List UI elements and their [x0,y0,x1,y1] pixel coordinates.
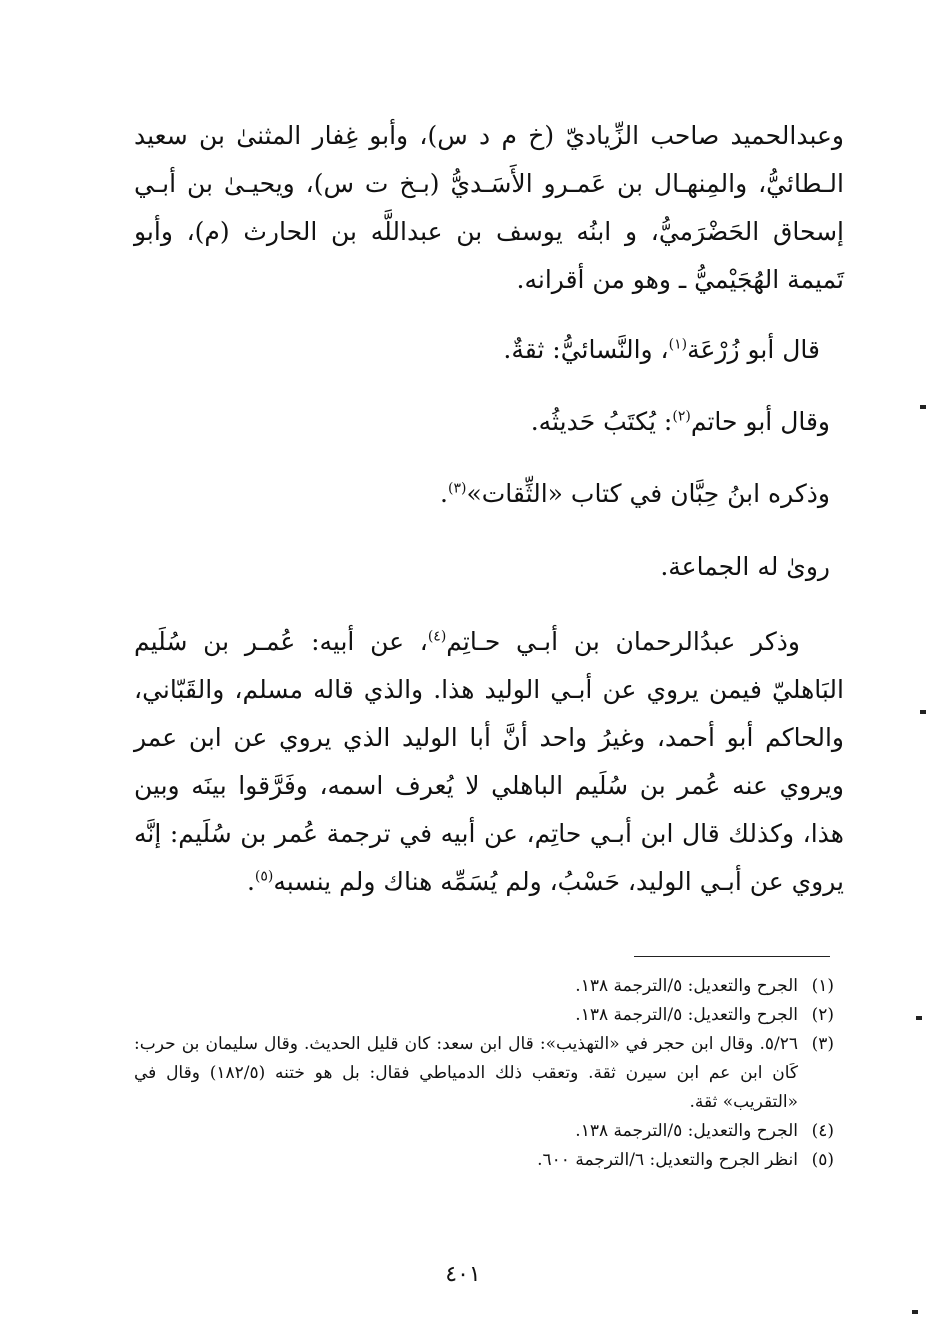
footnote-text: الجرح والتعديل: ٥/الترجمة ١٣٨. [575,1121,798,1141]
footnote-text: انظر الجرح والتعديل: ٦/الترجمة ٦٠٠. [537,1150,798,1170]
footnote-item [134,1146,834,1175]
statement-ibn-hibban [134,474,830,514]
statement-abu-hatim [134,402,830,442]
footnote-item [134,1001,834,1030]
footnote-text: ٥/٢٦. وقال ابن حجر في «التهذيب»: قال ابن سعد: كان قليل الحديث. وقال سليمان بن حرب: كَان ابن عم ابن سيرن ثقة. وتعقب ذلك الدمياطي فقال: بل هو ختنه (١٨٢/٥) وقال في «التقريب» ثقة. [134,1034,798,1112]
statement-text: قال أبو زُرْعَة [687,335,820,364]
paragraph-1-text: وعبدالحميد صاحب الزِّياديّ (خ م د س)، وأبو غِفار المثنىٰ بن سعيد الـطائيُّ، والمِنهـال بن عَمـرو الأَسَـديُّ (بـخ ت س)، ويحيـىٰ بن أبـي إسحاق الحَضْرَميُّ، و ابنُه يوسف بن عبداللَّه بن الحارث (م)، وأبو تَميمة الهُجَيْميُّ ـ وهو من أقرانه. [134,121,844,294]
footnote-number: (٤) [811,1121,834,1141]
footnotes-section [134,972,834,1175]
statement-jamaa [134,547,830,587]
footnote-text: الجرح والتعديل: ٥/الترجمة ١٣٨. [575,1005,798,1025]
footnote-text: الجرح والتعديل: ٥/الترجمة ١٣٨. [575,976,798,996]
paragraph-2-text-a: وذكر عبدُالرحمان بن أبـي حـاتِم [446,627,800,656]
statement-abu-zura [134,330,820,370]
footnote-divider [634,956,830,957]
scan-edge-mark [920,405,926,409]
footnote-ref-4[interactable]: (٤) [427,628,447,645]
statement-text: وقال أبو حاتم [690,407,830,436]
footnote-number: (٥) [811,1150,834,1170]
statement-text: روىٰ له الجماعة. [660,552,830,581]
paragraph-1 [134,112,844,304]
footnote-item [134,1117,834,1146]
footnote-ref-2[interactable]: (٢) [672,408,691,425]
paragraph-2-text-c: . [246,867,255,896]
footnote-item [134,1030,834,1117]
scan-edge-mark [920,710,926,714]
statement-text: وذكره ابنُ حِبَّان في كتاب «الثِّقات» [466,479,830,508]
footnote-item [134,972,834,1001]
scan-edge-mark [912,1310,918,1314]
footnote-number: (٢) [811,1005,834,1025]
paragraph-2-text-b: ، عن أبيه: عُمـر بن سُلَيم البَاهليّ فيمن يروي عن أبـي الوليد هذا. والذي قاله مسلم، والقَبّاني، والحاكم أبو أحمد، وغيرُ واحد أنَّ أبا الوليد الذي يروي عن ابن عمر ويروي عنه عُمر بن سُلَيم الباهلي لا يُعرف اسمه، وفَرَّقوا بينَه وبين هذا، وكذلك قال ابن أبـي حاتِم، عن أبيه في ترجمة عُمر بن سُلَيم: إنَّه يروي عن أبـي الوليد، حَسْبُ، ولم يُسَمِّه هناك ولم ينسبه [134,627,844,896]
footnote-ref-1[interactable]: (١) [668,336,688,353]
footnote-number: (٣) [811,1034,834,1054]
statement-text-rest: : يُكتَبُ حَديثُه. [530,407,673,436]
statement-text-rest: . [440,479,448,508]
paragraph-2 [134,618,844,906]
page-number: ٤٠١ [445,1262,481,1287]
footnote-number: (١) [811,976,834,996]
scan-edge-mark [916,1016,922,1020]
footnote-ref-3[interactable]: (٣) [448,480,467,497]
footnote-ref-5[interactable]: (٥) [254,868,274,885]
statement-text-rest: ، والنَّسائيُّ: ثقةٌ. [503,335,669,364]
